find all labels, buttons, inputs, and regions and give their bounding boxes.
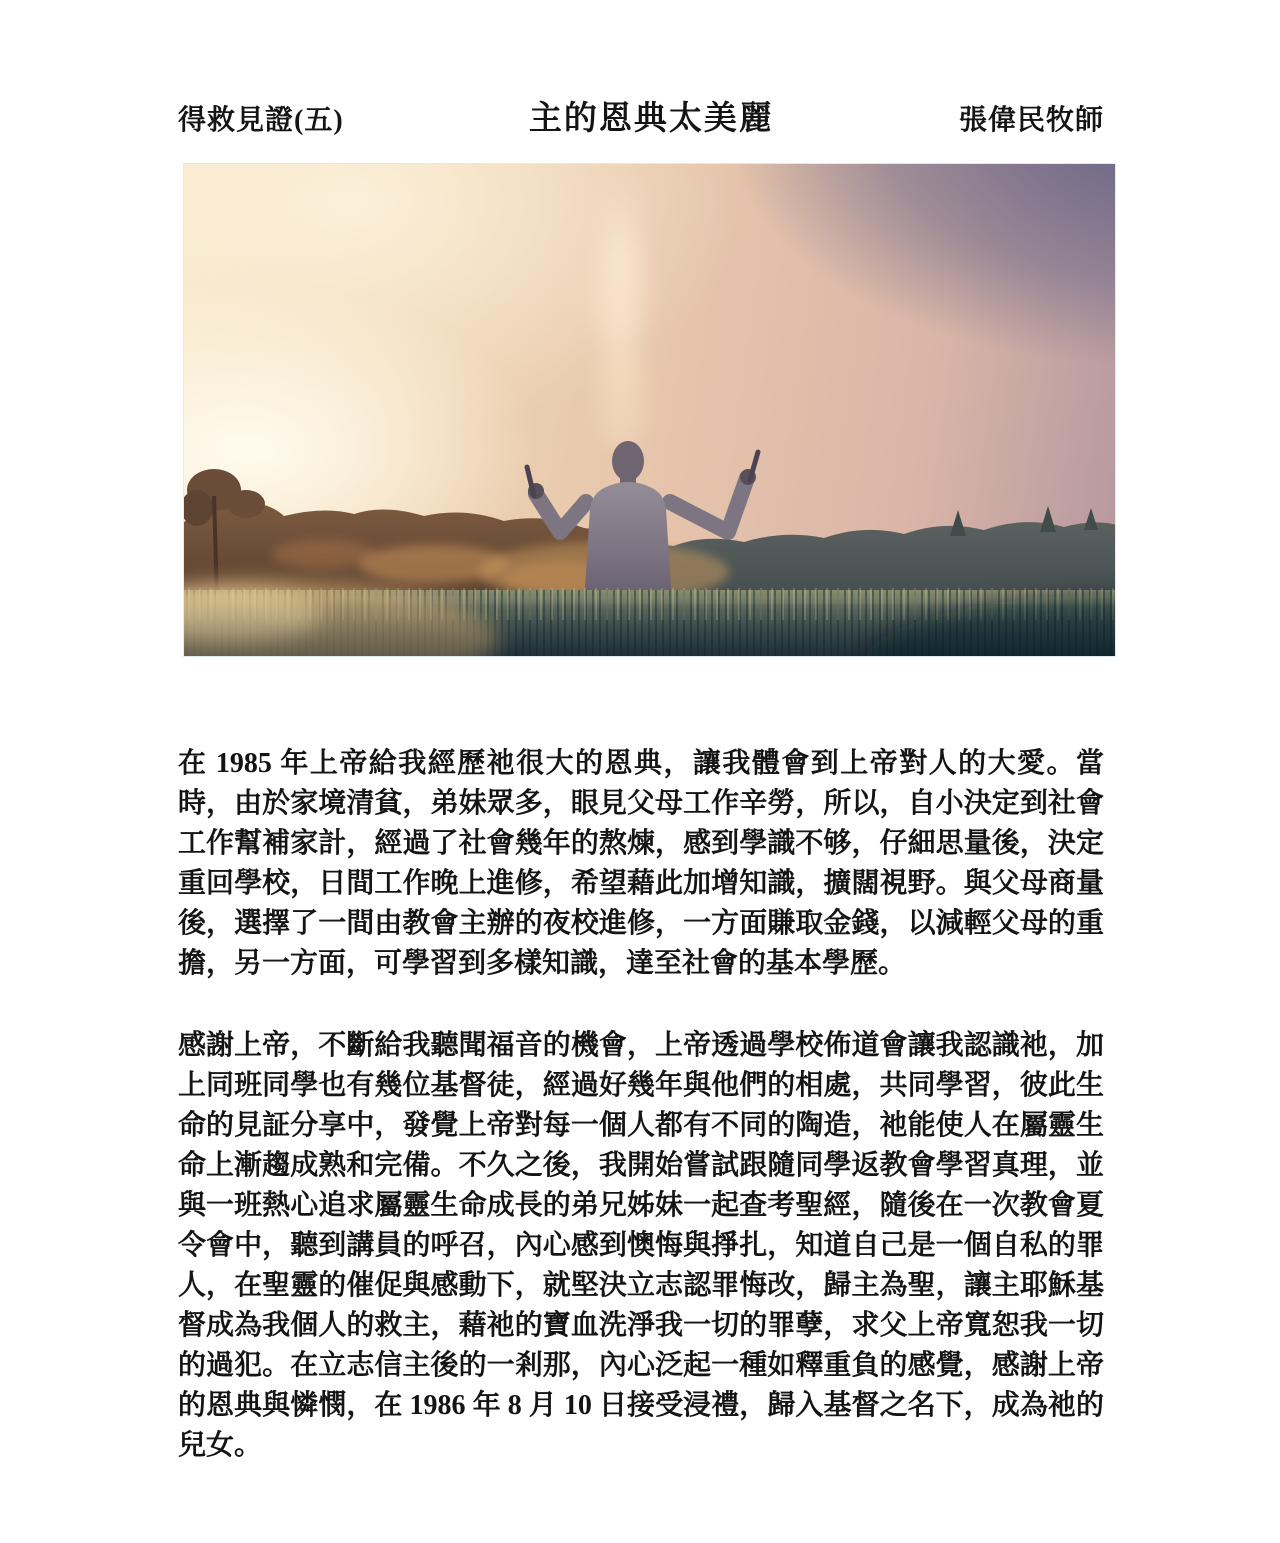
foreground-grass xyxy=(184,582,1116,657)
paragraph-testimony-1: 在 1985 年上帝給我經歷祂很大的恩典，讓我體會到上帝對人的大愛。當時，由於家境清貧，弟妹眾多，眼見父母工作辛勞，所以，自小決定到社會工作幫補家計，經過了社會幾年的熬煉，感到學識不够，仔細思量後，決定重回學校，日間工作晚上進修，希望藉此加增知識，擴闊視野。與父母商量後，選擇了一間由教會主辦的夜校進修，一方面賺取金錢，以減輕父母的重擔，另一方面，可學習到多樣知識，達至社會的基本學歷。 xyxy=(178,748,1104,979)
paragraph-testimony-2: 感謝上帝，不斷給我聽聞福音的機會，上帝透過學校佈道會讓我認識祂，加上同班同學也有幾位基督徒，經過好幾年與他們的相處，共同學習，彼此生命的見証分享中，發覺上帝對每一個人都有不同的陶造，祂能使人在屬靈生命上漸趨成熟和完備。不久之後，我開始嘗試跟隨同學返教會學習真理，並與一班熱心追求屬靈生命成長的弟兄姊妹一起查考聖經，隨後在一次教會夏令會中，聽到講員的呼召，內心感到懊悔與掙扎，知道自己是一個自私的罪人，在聖靈的催促與感動下，就堅決立志認罪悔改，歸主為聖，讓主耶穌基督成為我個人的救主，藉祂的寶血洗淨我一切的罪孽，求父上帝寬恕我一切的過犯。在立志信主後的一剎那，內心泛起一種如釋重負的感覺，感謝上帝的恩典與憐憫，在 1986 年 8 月 10 日接受浸禮，歸入基督之名下，成為祂的兒女。 xyxy=(178,1030,1104,1461)
lens-flare xyxy=(587,182,647,450)
photo-illustration xyxy=(184,164,1116,657)
page-title: 主的恩典太美麗 xyxy=(528,101,774,137)
document-header xyxy=(178,92,1104,139)
man-head xyxy=(612,441,644,481)
header-series-label: 得救見證(五) xyxy=(178,105,344,136)
header-author: 張偉民牧師 xyxy=(958,105,1104,136)
sunset-field-photo xyxy=(183,163,1116,657)
